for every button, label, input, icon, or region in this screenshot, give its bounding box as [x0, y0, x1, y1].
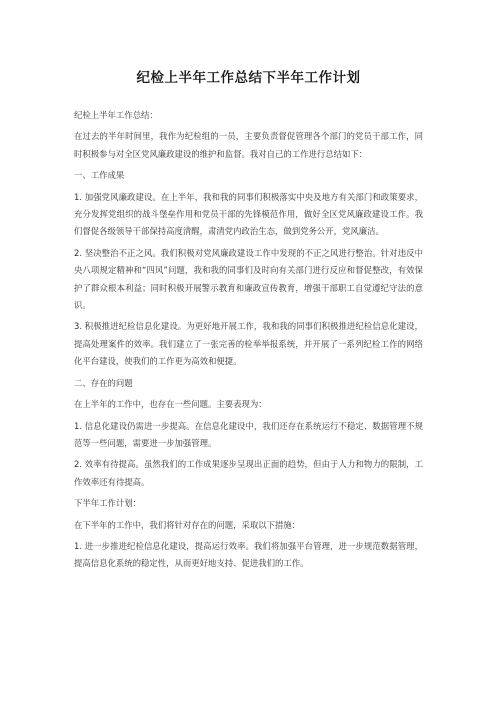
document-title: 纪检上半年工作总结下半年工作计划: [136, 70, 361, 86]
paragraph-problems-intro: 在上半年的工作中，也存在一些问题。主要表现为：: [74, 399, 267, 410]
paragraph-problem-1: 1. 信息化建设仍需进一步提高。在信息化建设中，我们还存在系统运行不稳定、数据管理不规范等一些问题，需要进一步加强管理。: [74, 420, 423, 448]
paragraph-plan-intro: 在下半年的工作中，我们将针对存在的问题，采取以下措施：: [74, 519, 301, 530]
plan-heading: 下半年工作计划：: [74, 498, 141, 509]
paragraph-plan-1: 1. 进一步推进纪检信息化建设，提高运行效率。我们将加强平台管理，进一步规范数据管理，提高信息化系统的稳定性，从而更好地支持、促进我们的工作。: [74, 540, 423, 569]
paragraph-achievement-2: 2. 坚决整治不正之风。我们积极对党风廉政建设工作中发现的不正之风进行整治。针对违反中央八项规定精神和“四风”问题，我和我的同事们及时向有关部门进行反应和督促整改，有效保护了群众根本利益；同时积极开展警示教育和廉政宣传教育，增强干部职工自觉遵纪守法的意识。: [74, 247, 423, 311]
paragraph-achievement-1: 1. 加强党风廉政建设。在上半年，我和我的同事们积极落实中央及地方有关部门和政策要求，充分发挥党组织的战斗堡垒作用和党员干部的先锋模范作用，做好全区党风廉政建设工作。我们督促各级领导干部保持高度清醒，肃清党内政治生态，做到党务公开，党风廉洁。: [74, 191, 423, 237]
paragraph-problem-2: 2. 效率有待提高。虽然我们的工作成果逐步呈现出正面的趋势，但由于人力和物力的限制，工作效率还有待提高。: [74, 459, 423, 487]
section-heading-achievements: 一、工作成果: [74, 170, 125, 181]
paragraph-summary-heading: 纪检上半年工作总结：: [74, 110, 158, 120]
paragraph-intro: 在过去的半年时间里，我作为纪检组的一员，主要负责督促管理各个部门的党员干部工作，同时积极参与对全区党风廉政建设的维护和监督。我对自己的工作进行总结如下：: [74, 131, 423, 159]
section-heading-problems: 二、存在的问题: [74, 377, 133, 388]
paragraph-achievement-3: 3. 积极推进纪检信息化建设。为更好地开展工作，我和我的同事们积极推进纪检信息化建设，提高处理案件的效率。我们建立了一张完善的检举举报系统，并开展了一系列纪检工作的网络化平台建设，使我们的工作更为高效和便捷。: [74, 321, 423, 367]
